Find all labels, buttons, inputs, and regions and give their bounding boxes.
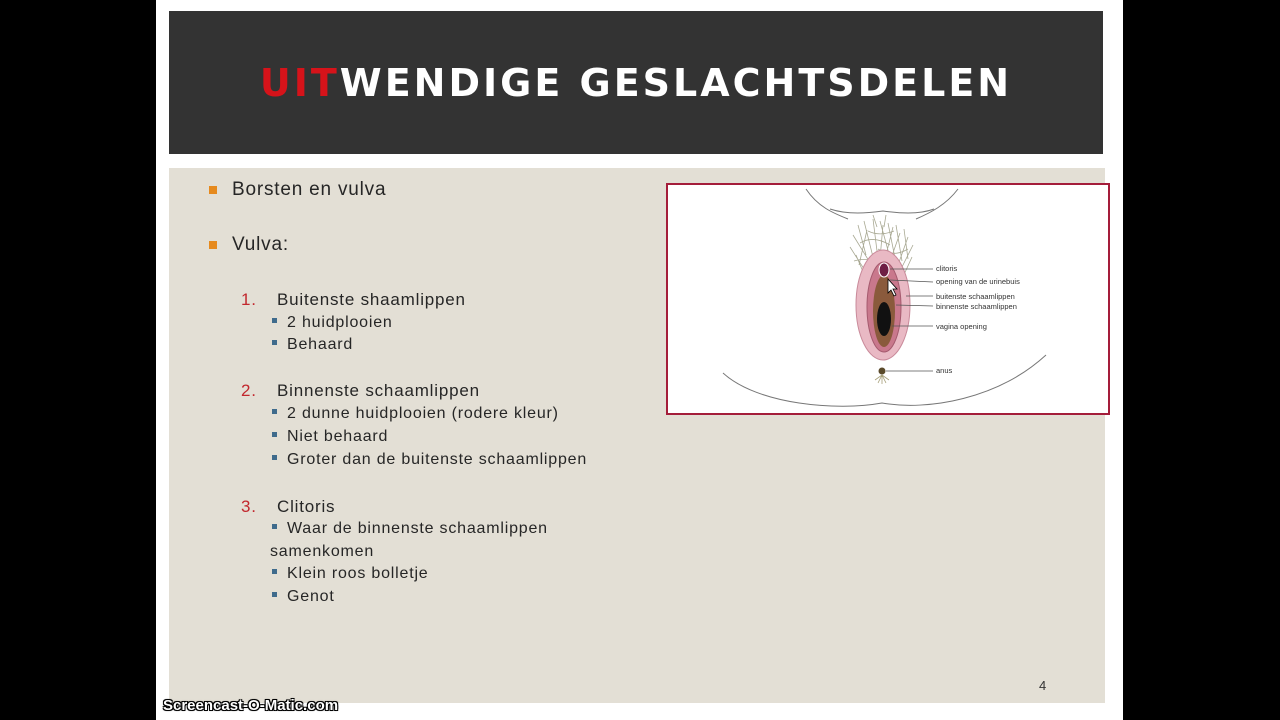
item-number: 1. xyxy=(241,290,257,309)
sub-bullet-marker xyxy=(272,318,277,323)
sub-bullet xyxy=(272,588,335,606)
label-inner-labia: binnenste schaamlippen xyxy=(936,302,1017,311)
sub-bullet xyxy=(272,451,587,469)
sub-bullet-marker xyxy=(272,409,277,414)
label-clitoris: clitoris xyxy=(936,264,958,273)
sub-bullet xyxy=(272,520,548,538)
bullet-vulva: Vulva: xyxy=(232,234,289,255)
title-bar xyxy=(169,11,1103,154)
anatomy-figure xyxy=(666,183,1110,415)
sub-bullet-text: Waar de binnenste schaamlippen xyxy=(287,520,548,537)
bullet-square-orange xyxy=(209,241,217,249)
slide xyxy=(156,0,1123,720)
sub-bullet xyxy=(272,314,393,332)
item-heading: Buitenste shaamlippen xyxy=(277,290,466,309)
page-number: 4 xyxy=(1039,678,1047,693)
sub-bullet-marker xyxy=(272,432,277,437)
label-outer-labia: buitenste schaamlippen xyxy=(936,292,1015,301)
sub-bullet-text: Niet behaard xyxy=(287,428,389,445)
sub-bullet xyxy=(272,565,429,583)
sub-bullet xyxy=(272,428,388,446)
sub-bullet-text: 2 dunne huidplooien (rodere kleur) xyxy=(287,405,559,422)
item-heading: Clitoris xyxy=(277,497,336,516)
item-number: 3. xyxy=(241,497,257,516)
sub-bullet-marker xyxy=(272,524,277,529)
anatomy-illustration xyxy=(668,185,1108,413)
bullet-borsten-en-vulva: Borsten en vulva xyxy=(232,179,387,200)
sub-bullet-text: Klein roos bolletje xyxy=(287,565,429,582)
sub-bullet-text: Genot xyxy=(287,588,335,605)
sub-bullet-text: Groter dan de buitenste schaamlippen xyxy=(287,451,588,468)
sub-bullet-text: 2 huidplooien xyxy=(287,314,393,331)
sub-bullet-marker xyxy=(272,592,277,597)
numbered-item-3 xyxy=(241,497,335,517)
sub-bullet-marker xyxy=(272,340,277,345)
sub-bullet-marker xyxy=(272,455,277,460)
numbered-item-2 xyxy=(241,381,480,401)
item-heading: Binnenste schaamlippen xyxy=(277,381,480,400)
slide-title xyxy=(260,61,1012,105)
sub-bullet-text: Behaard xyxy=(287,336,354,353)
sub-bullet-continuation: samenkomen xyxy=(270,543,375,560)
screencast-watermark: Screencast-O-Matic.com xyxy=(163,697,339,714)
label-vaginal-opening: vagina opening xyxy=(936,322,987,331)
content-panel xyxy=(169,168,1105,703)
label-urethral-opening: opening van de urinebuis xyxy=(936,277,1020,286)
numbered-item-1 xyxy=(241,290,466,310)
item-number: 2. xyxy=(241,381,257,400)
title-rest: WENDIGE GESLACHTSDELEN xyxy=(339,60,1013,105)
sub-bullet xyxy=(272,405,559,423)
sub-bullet xyxy=(272,336,353,354)
title-accent: UIT xyxy=(259,60,340,105)
bullet-square-orange xyxy=(209,186,217,194)
sub-bullet-marker xyxy=(272,569,277,574)
label-anus: anus xyxy=(936,366,953,375)
